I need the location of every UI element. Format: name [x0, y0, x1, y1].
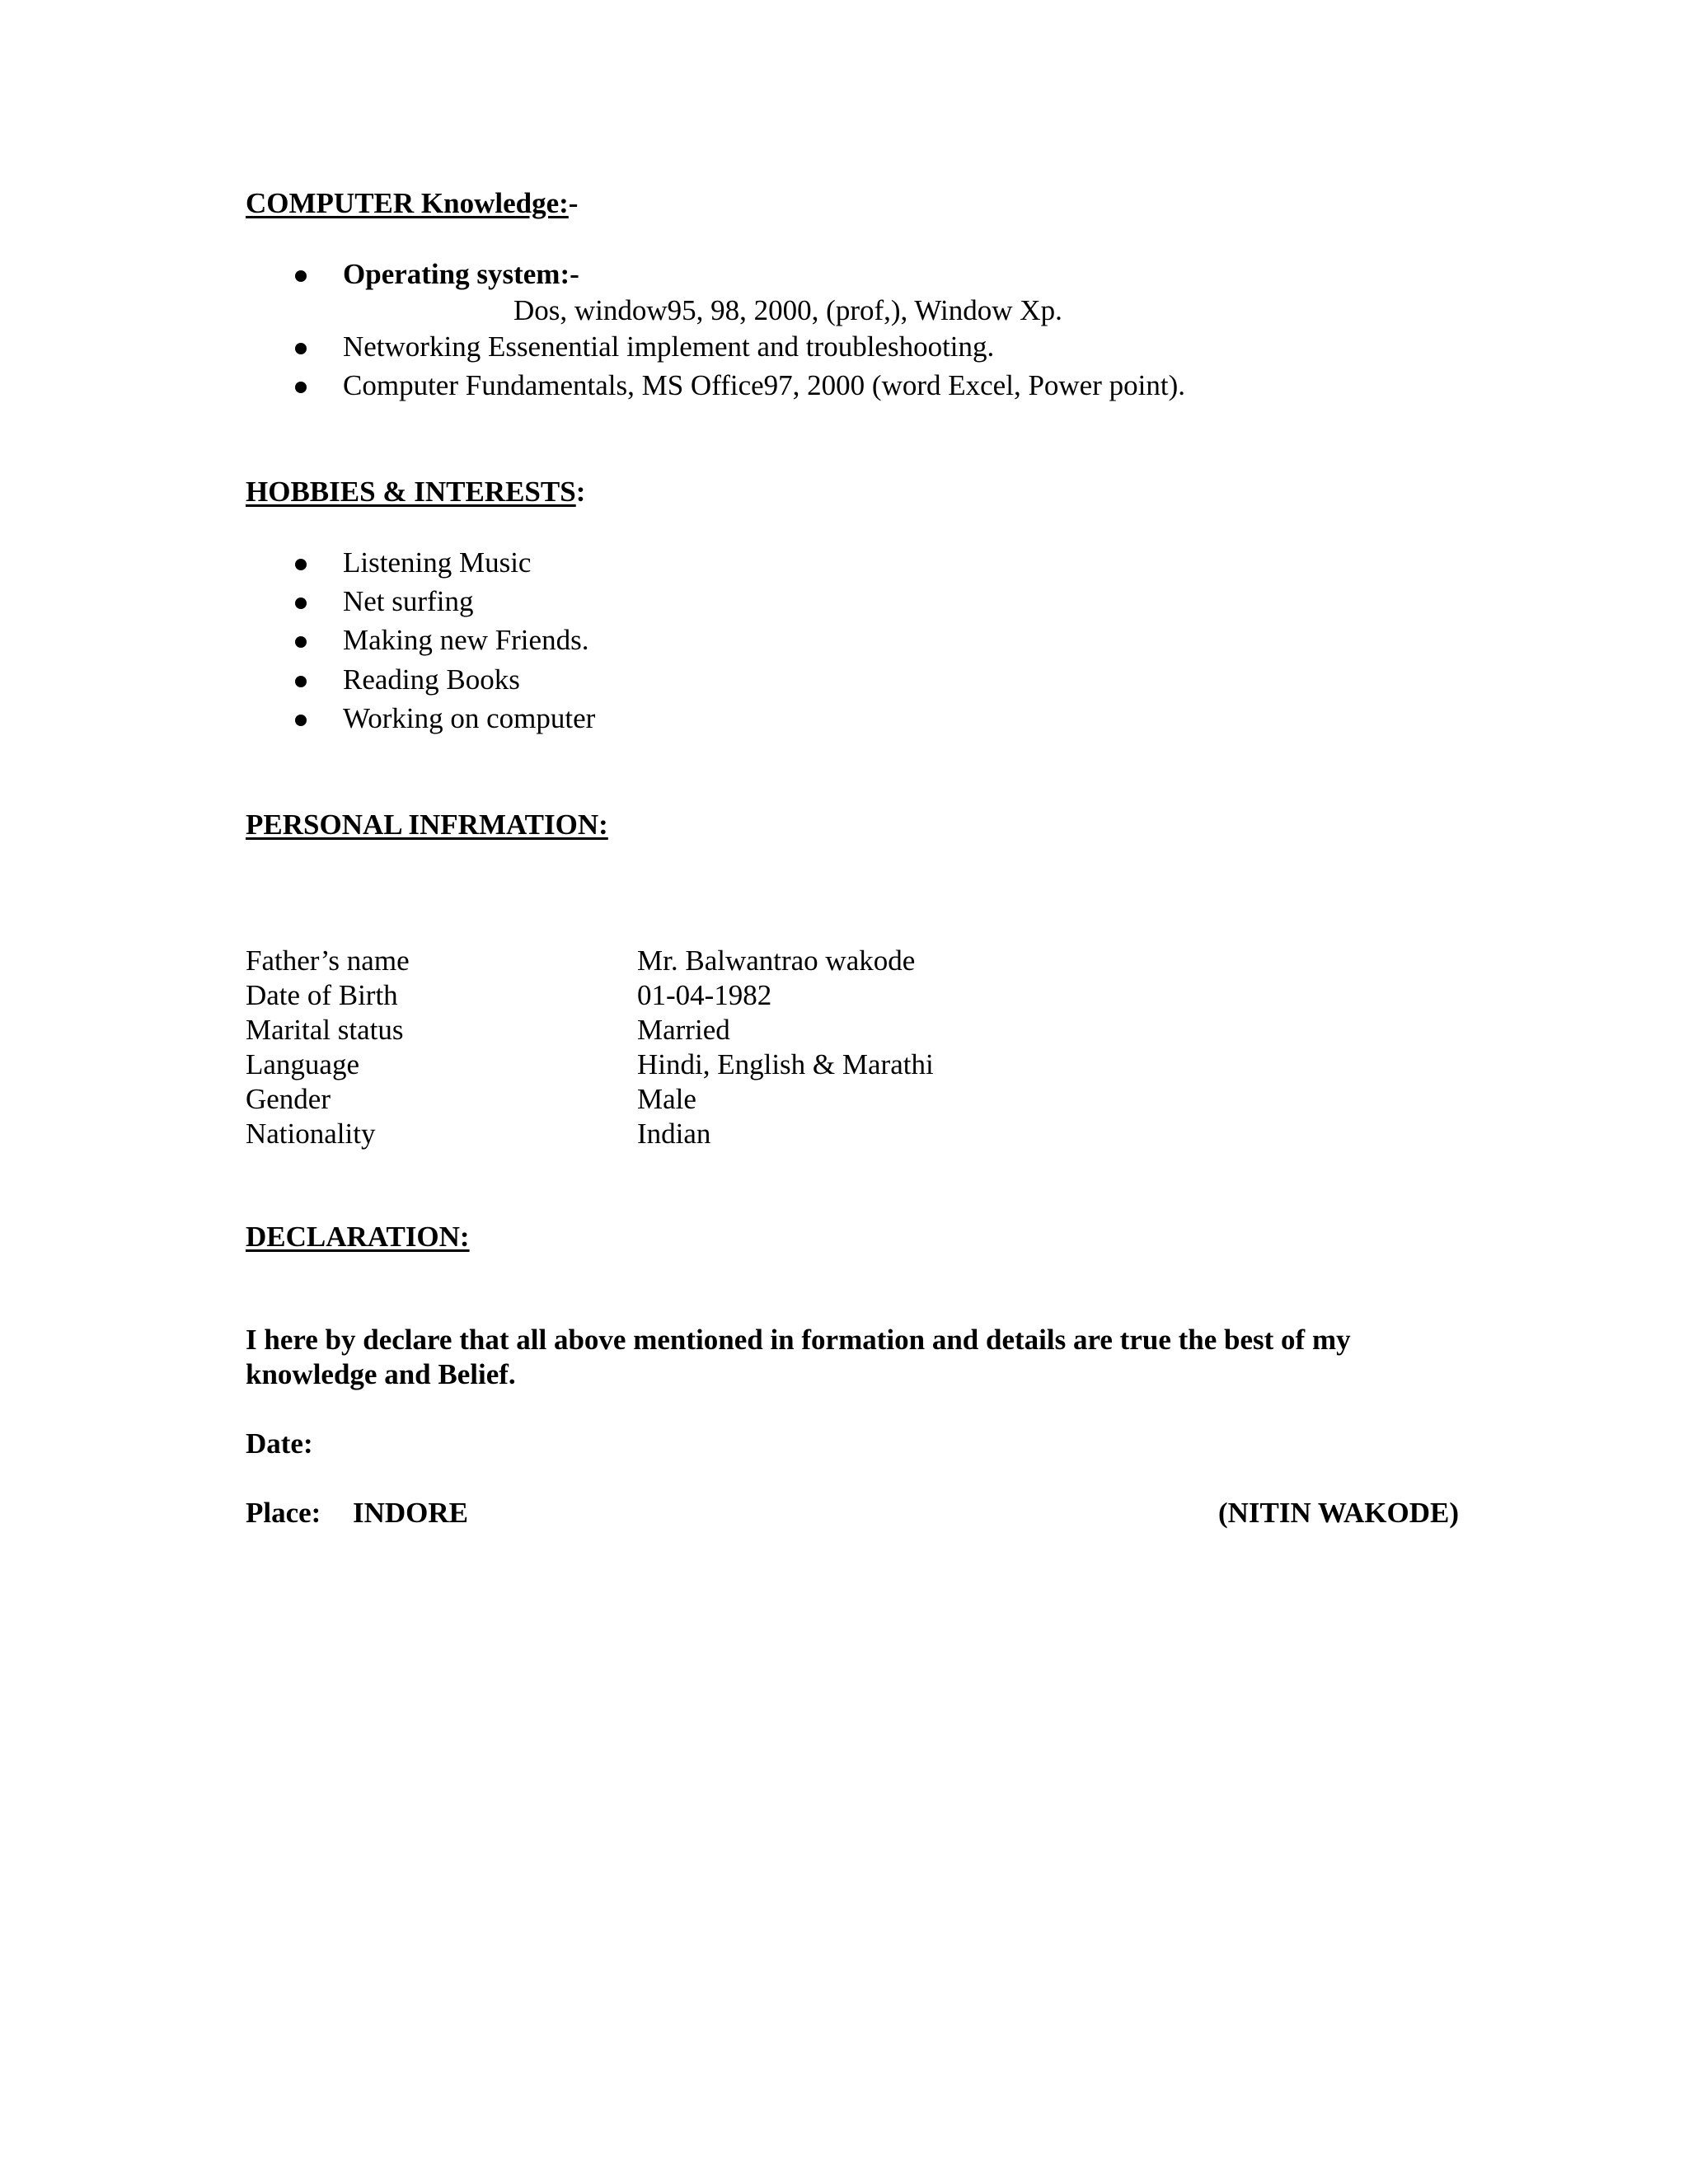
declaration-line-2: knowledge and Belief.	[246, 1358, 516, 1390]
hobbies-heading	[246, 475, 585, 509]
bullet-icon	[295, 636, 307, 648]
declaration-line-1: I here by declare that all above mentioned in formation and details are true the best of my	[246, 1324, 1351, 1356]
date-label: Date:	[246, 1427, 313, 1460]
computer-item: Networking Essenential implement and troubleshooting.	[343, 330, 995, 363]
personal-label: Marital status	[246, 1014, 404, 1046]
declaration-heading: DECLARATION:	[246, 1221, 470, 1253]
hobby-item: Net surfing	[343, 585, 474, 617]
computer-heading-tail: -	[568, 187, 579, 219]
bullet-icon	[295, 676, 307, 687]
hobbies-heading-text: HOBBIES & INTERESTS	[246, 476, 576, 508]
hobby-item: Listening Music	[343, 546, 532, 579]
bullet-icon	[295, 715, 307, 726]
personal-value: Indian	[637, 1118, 711, 1150]
personal-label: Gender	[246, 1083, 331, 1115]
personal-label: Date of Birth	[246, 979, 398, 1011]
personal-value: Hindi, English & Marathi	[637, 1048, 934, 1080]
bullet-icon	[295, 598, 307, 609]
hobbies-heading-tail: :	[575, 476, 586, 508]
os-label: Operating system:-	[343, 258, 579, 290]
computer-item: Computer Fundamentals, MS Office97, 2000 (word Excel, Power point).	[343, 369, 1185, 401]
personal-value: Male	[637, 1083, 696, 1115]
bullet-icon	[295, 270, 307, 282]
hobby-item: Making new Friends.	[343, 624, 589, 656]
personal-label: Father’s name	[246, 944, 410, 977]
hobby-item: Working on computer	[343, 702, 596, 734]
personal-value: Mr. Balwantrao wakode	[637, 944, 916, 977]
place-value: INDORE	[353, 1497, 469, 1529]
bullet-icon	[295, 382, 307, 393]
place-label: Place:	[246, 1497, 321, 1529]
personal-label: Nationality	[246, 1118, 376, 1150]
personal-heading: PERSONAL INFRMATION:	[246, 808, 608, 841]
signature-name: (NITIN WAKODE)	[1218, 1497, 1460, 1529]
computer-knowledge-heading	[246, 186, 578, 221]
hobby-item: Reading Books	[343, 663, 520, 696]
personal-label: Language	[246, 1048, 359, 1080]
os-detail: Dos, window95, 98, 2000, (prof,), Window Xp.	[513, 294, 1062, 326]
bullet-icon	[295, 559, 307, 570]
computer-heading-text: COMPUTER Knowledge:	[246, 187, 569, 219]
personal-value: 01-04-1982	[637, 979, 772, 1011]
bullet-icon	[295, 343, 307, 354]
personal-value: Married	[637, 1014, 730, 1046]
